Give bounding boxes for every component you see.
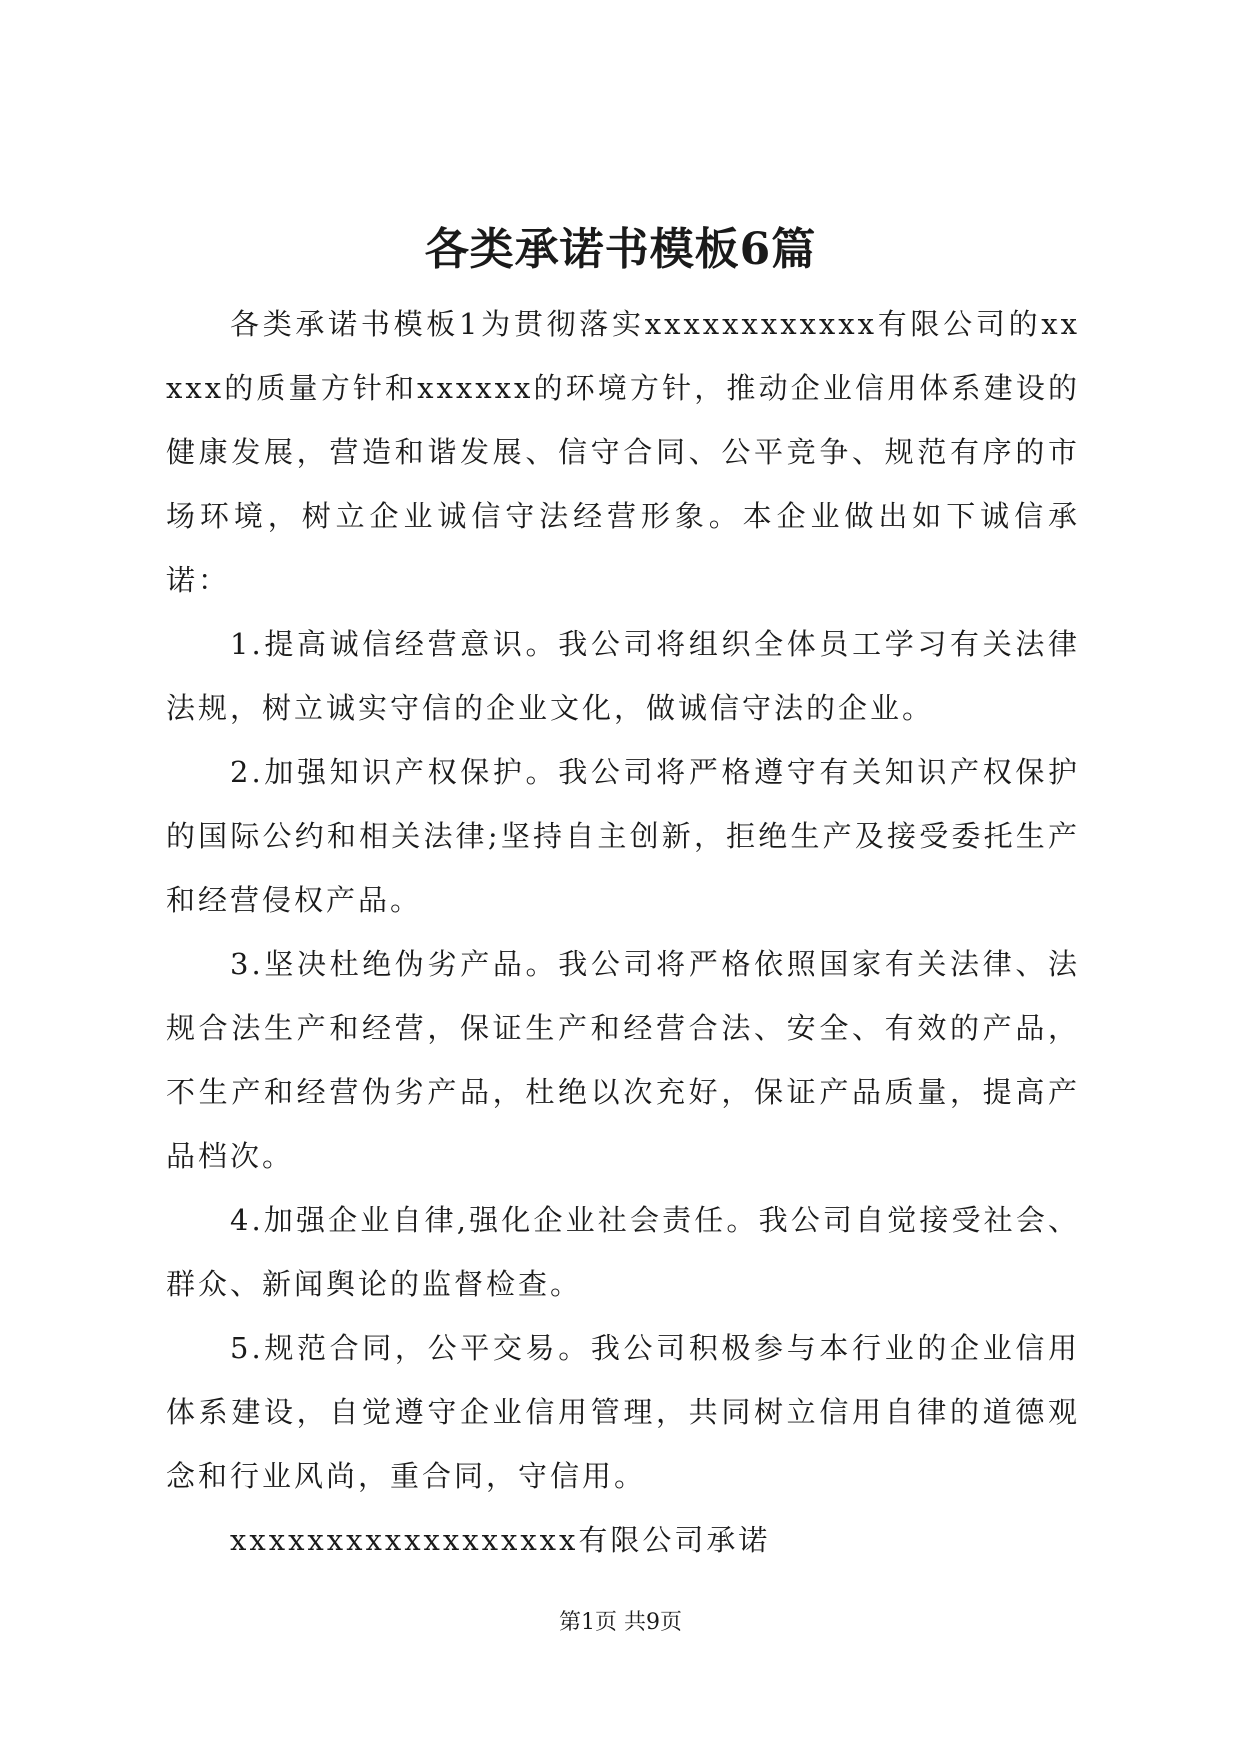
paragraph-item-5: 5.规范合同，公平交易。我公司积极参与本行业的企业信用体系建设，自觉遵守企业信用管理，共同树立信用自律的道德观念和行业风尚，重合同，守信用。 [166,1331,1080,1493]
signature-line: xxxxxxxxxxxxxxxxxx有限公司承诺 [230,1523,771,1557]
document-body [166,292,1080,1572]
paragraph-item-1: 1.提高诚信经营意识。我公司将组织全体员工学习有关法律法规，树立诚实守信的企业文化，做诚信守法的企业。 [166,627,1080,725]
paragraph-item-2: 2.加强知识产权保护。我公司将严格遵守有关知识产权保护的国际公约和相关法律;坚持自主创新，拒绝生产及接受委托生产和经营侵权产品。 [166,755,1080,917]
document-title: 各类承诺书模板6篇 [424,224,817,275]
paragraph-item-3: 3.坚决杜绝伪劣产品。我公司将严格依照国家有关法律、法规合法生产和经营，保证生产和经营合法、安全、有效的产品，不生产和经营伪劣产品，杜绝以次充好，保证产品质量，提高产品档次。 [166,947,1080,1173]
paragraph-item-4: 4.加强企业自律,强化企业社会责任。我公司自觉接受社会、群众、新闻舆论的监督检查。 [166,1203,1080,1301]
paragraph-intro: 各类承诺书模板1为贯彻落实xxxxxxxxxxxx有限公司的xxxxx的质量方针和xxxxxx的环境方针，推动企业信用体系建设的健康发展，营造和谐发展、信守合同、公平竞争、规范有序的市场环境，树立企业诚信守法经营形象。本企业做出如下诚信承诺： [166,307,1080,597]
page-footer: 第1页 共9页 [559,1610,682,1635]
